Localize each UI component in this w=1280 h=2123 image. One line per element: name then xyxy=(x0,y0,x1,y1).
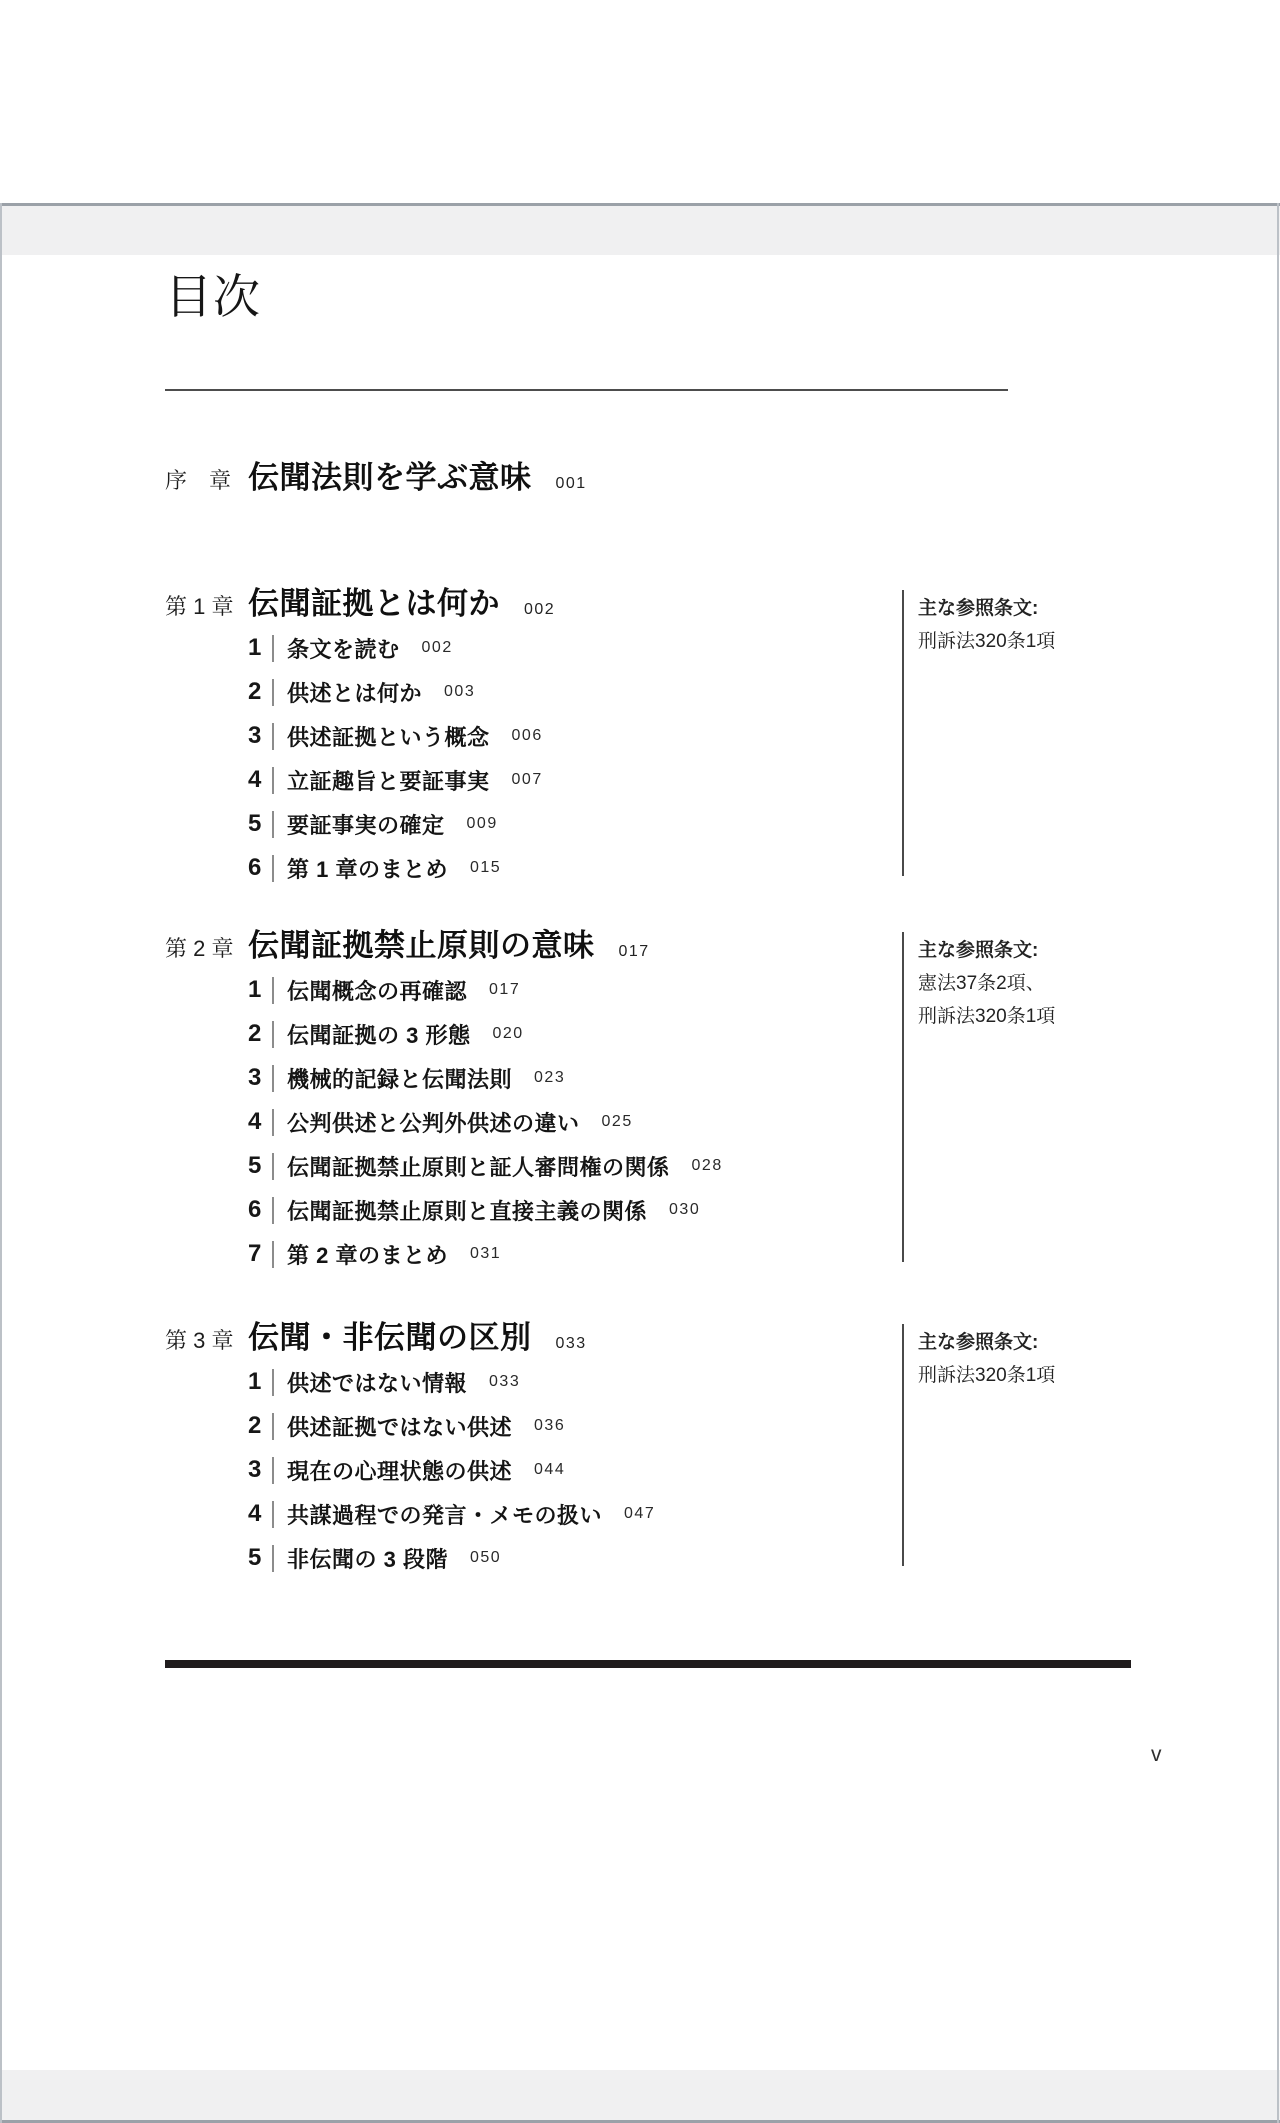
item-title: 公判供述と公判外供述の違い xyxy=(287,1110,580,1136)
chapter-page-number: 033 xyxy=(555,1335,587,1352)
item-divider xyxy=(272,1369,274,1396)
item-page-number: 003 xyxy=(444,683,476,700)
chapter-title: 伝聞証拠とは何か xyxy=(248,586,500,621)
item-divider xyxy=(272,1153,274,1180)
item-divider xyxy=(272,977,274,1004)
chapter-label: 第 1 章 xyxy=(165,594,234,619)
chapter-page-number: 002 xyxy=(524,601,556,618)
reference-note-line: 刑訴法320条1項 xyxy=(918,631,1056,652)
reference-note-line: 刑訴法320条1項 xyxy=(918,1365,1056,1386)
chapter-label: 序 章 xyxy=(165,468,232,493)
item-title: 条文を読む xyxy=(287,636,400,662)
item-page-number: 009 xyxy=(466,815,498,832)
item-page-number: 023 xyxy=(534,1069,566,1086)
chapter-label: 第 3 章 xyxy=(165,1328,234,1353)
item-divider xyxy=(272,1065,274,1092)
item-title: 要証事実の確定 xyxy=(287,812,445,838)
reference-note-line: 憲法37条2項、 xyxy=(918,973,1045,994)
toc-section-chapter-1 xyxy=(165,582,1280,890)
chapter-title: 伝聞・非伝聞の区別 xyxy=(248,1320,532,1355)
item-divider xyxy=(272,1501,274,1528)
item-divider xyxy=(272,1545,274,1572)
chapter-page-number: 017 xyxy=(618,943,650,960)
item-page-number: 047 xyxy=(624,1505,656,1522)
item-number: 2 xyxy=(248,678,262,705)
item-title: 供述とは何か xyxy=(287,680,423,706)
item-number: 4 xyxy=(248,766,262,793)
chapter-label: 第 2 章 xyxy=(165,936,234,961)
item-title: 供述証拠ではない供述 xyxy=(287,1414,513,1440)
reference-note xyxy=(902,932,1148,1262)
item-number: 2 xyxy=(248,1020,262,1047)
item-number: 1 xyxy=(248,976,262,1003)
item-number: 5 xyxy=(248,1152,262,1179)
reference-note-line: 刑訴法320条1項 xyxy=(918,1006,1056,1027)
item-title: 伝聞証拠禁止原則と証人審問権の関係 xyxy=(287,1154,670,1180)
reference-note-heading: 主な参照条文: xyxy=(918,598,1039,619)
item-page-number: 015 xyxy=(469,859,502,876)
item-page-number: 002 xyxy=(421,639,453,656)
item-divider xyxy=(272,723,274,750)
reference-note-heading: 主な参照条文: xyxy=(918,940,1039,961)
viewer-bottom-band xyxy=(0,2070,1280,2123)
item-title: 第 2 章のまとめ xyxy=(287,1242,448,1268)
item-title: 供述ではない情報 xyxy=(287,1370,468,1396)
item-title: 立証趣旨と要証事実 xyxy=(287,768,490,794)
chapter-title: 伝聞証拠禁止原則の意味 xyxy=(248,928,595,963)
item-divider xyxy=(272,635,274,662)
chapter-page-number: 001 xyxy=(555,475,587,492)
item-title: 機械的記録と伝聞法則 xyxy=(287,1066,513,1092)
item-page-number: 017 xyxy=(489,981,521,998)
item-number: 5 xyxy=(248,1544,262,1571)
item-divider xyxy=(272,1457,274,1484)
page-title: 目次 xyxy=(165,270,261,323)
item-number: 5 xyxy=(248,810,262,837)
item-number: 7 xyxy=(248,1240,262,1267)
item-number: 6 xyxy=(248,854,262,881)
toc-section-chapter-3 xyxy=(165,1316,1280,1580)
item-divider xyxy=(272,811,274,838)
toc-page xyxy=(0,203,1280,1768)
item-number: 4 xyxy=(248,1500,262,1527)
item-number: 6 xyxy=(248,1196,262,1223)
page-right-edge xyxy=(1277,203,1279,2123)
item-number: 3 xyxy=(248,722,262,749)
item-number: 3 xyxy=(248,1456,262,1483)
item-page-number: 031 xyxy=(469,1245,502,1262)
reference-note xyxy=(902,590,1148,876)
reference-note xyxy=(902,1324,1148,1566)
item-title: 第 1 章のまとめ xyxy=(287,856,448,882)
item-page-number: 050 xyxy=(469,1549,502,1566)
toc-section-chapter-2 xyxy=(165,924,1280,1276)
item-page-number: 030 xyxy=(669,1201,701,1218)
item-divider xyxy=(272,1413,274,1440)
chapter-title: 伝聞法則を学ぶ意味 xyxy=(248,460,532,495)
item-number: 1 xyxy=(248,634,262,661)
item-number: 3 xyxy=(248,1064,262,1091)
item-page-number: 033 xyxy=(489,1373,521,1390)
item-page-number: 028 xyxy=(691,1157,723,1174)
item-page-number: 036 xyxy=(534,1417,566,1434)
item-page-number: 020 xyxy=(492,1025,524,1042)
item-page-number: 025 xyxy=(601,1113,633,1130)
item-title: 伝聞証拠禁止原則と直接主義の関係 xyxy=(287,1198,648,1224)
folio-page-number: v xyxy=(1151,1743,1162,1766)
item-title: 非伝聞の 3 段階 xyxy=(287,1546,448,1572)
item-title: 共謀過程での発言・メモの扱い xyxy=(287,1502,603,1528)
item-divider xyxy=(272,1109,274,1136)
viewer-top-band xyxy=(0,203,1280,255)
item-divider xyxy=(272,767,274,794)
chapter-head xyxy=(165,456,1280,500)
item-number: 1 xyxy=(248,1368,262,1395)
item-title: 現在の心理状態の供述 xyxy=(287,1458,513,1484)
item-divider xyxy=(272,1241,274,1268)
item-title: 供述証拠という概念 xyxy=(287,724,490,750)
bottom-rule xyxy=(165,1660,1131,1668)
toc-section-intro xyxy=(165,456,1280,500)
item-title: 伝聞証拠の 3 形態 xyxy=(287,1022,471,1048)
item-divider xyxy=(272,1021,274,1048)
item-divider xyxy=(272,679,274,706)
page-left-edge xyxy=(0,203,2,2123)
item-page-number: 007 xyxy=(511,771,543,788)
item-title: 伝聞概念の再確認 xyxy=(287,978,468,1004)
item-number: 4 xyxy=(248,1108,262,1135)
item-page-number: 044 xyxy=(534,1461,566,1478)
item-page-number: 006 xyxy=(511,727,543,744)
item-number: 2 xyxy=(248,1412,262,1439)
item-divider xyxy=(272,855,274,882)
item-divider xyxy=(272,1197,274,1224)
reference-note-heading: 主な参照条文: xyxy=(918,1332,1039,1353)
title-underline xyxy=(165,389,1008,391)
